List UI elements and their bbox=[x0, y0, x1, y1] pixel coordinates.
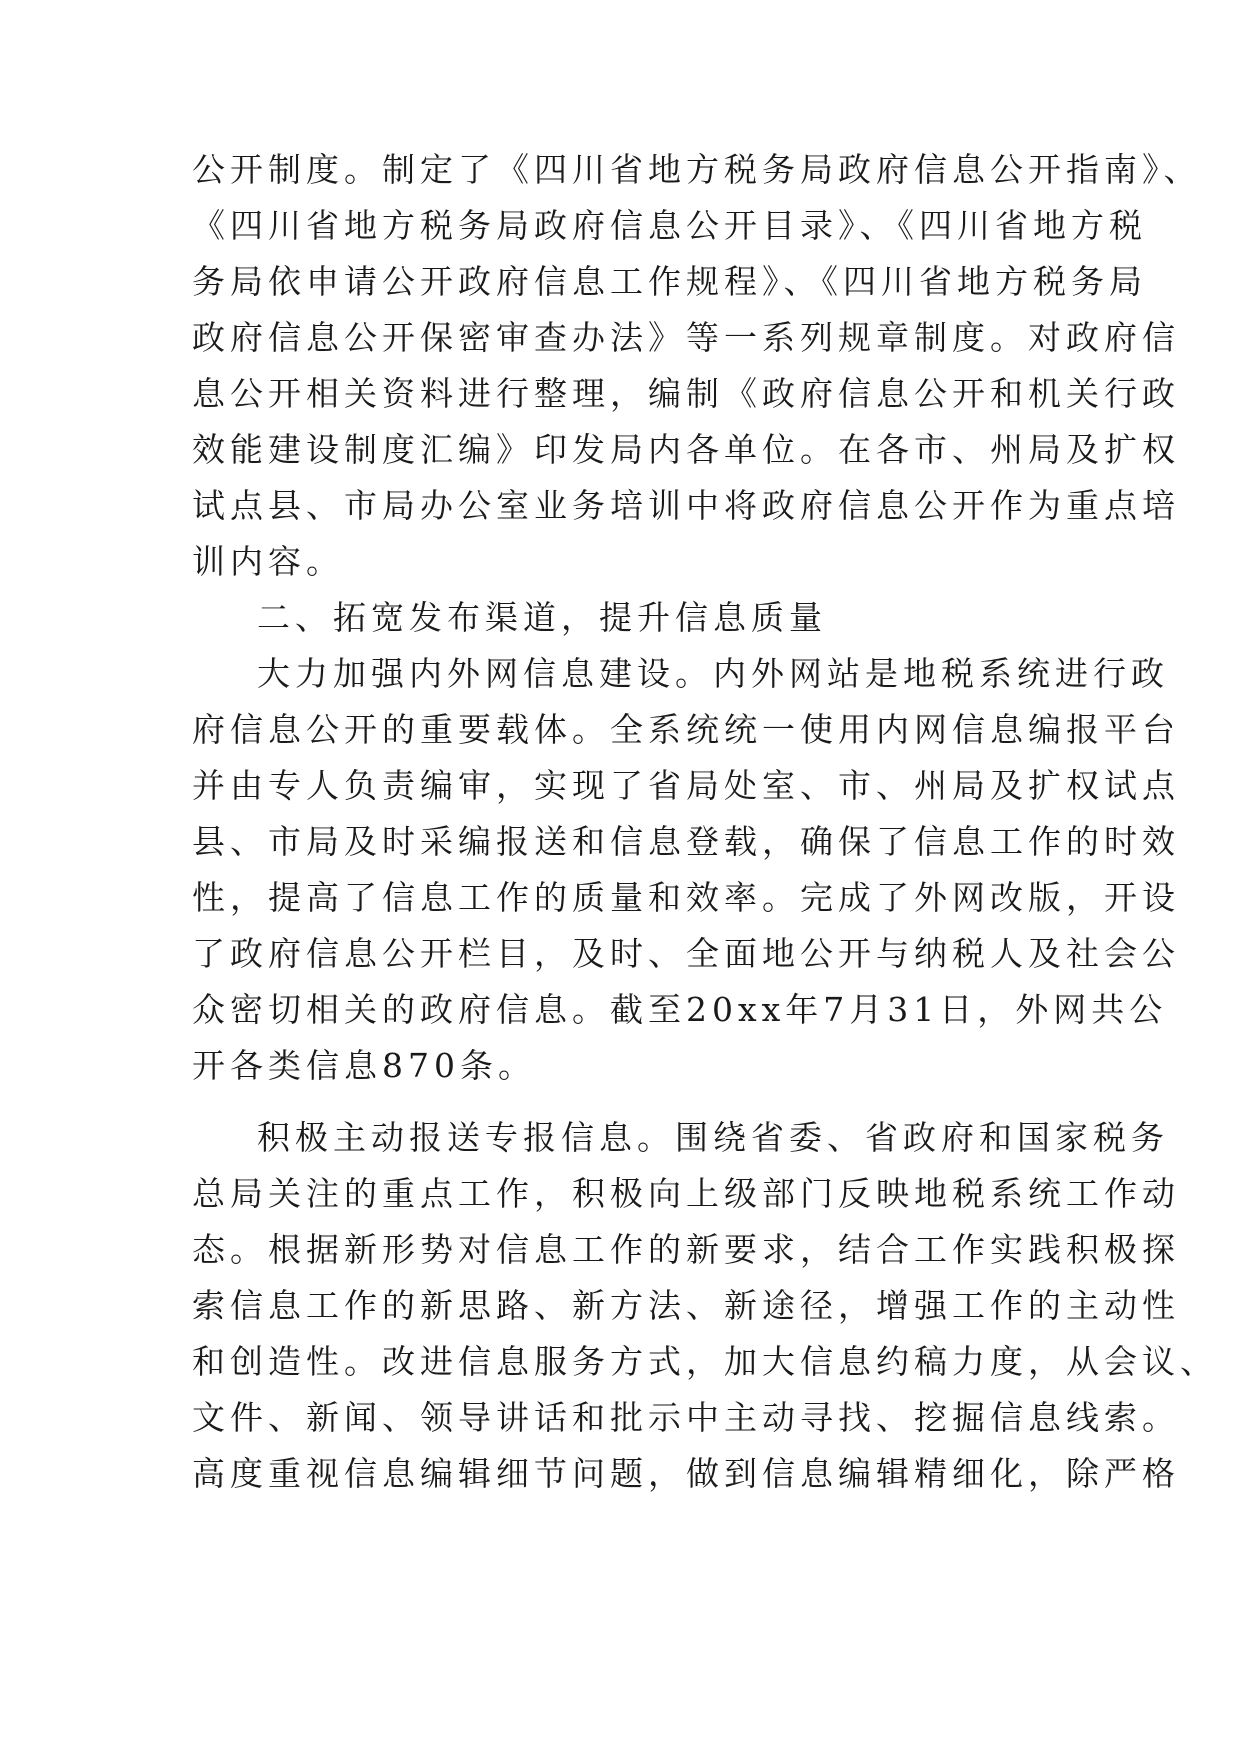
text-line: 《四川省地方税务局政府信息公开目录》、《四川省地方税 bbox=[192, 206, 1147, 245]
text-line: 高度重视信息编辑细节问题，做到信息编辑精细化，除严格 bbox=[192, 1454, 1180, 1493]
text-line: 政府信息公开保密审查办法》等一系列规章制度。对政府信 bbox=[192, 318, 1180, 357]
text-line: 文件、新闻、领导讲话和批示中主动寻找、挖掘信息线索。 bbox=[192, 1398, 1180, 1437]
text-line: 态。根据新形势对信息工作的新要求，结合工作实践积极探 bbox=[192, 1230, 1180, 1269]
text-line: 和创造性。改进信息服务方式，加大信息约稿力度，从会议、 bbox=[192, 1342, 1218, 1381]
text-line: 效能建设制度汇编》印发局内各单位。在各市、州局及扩权 bbox=[192, 430, 1180, 469]
text-line: 务局依申请公开政府信息工作规程》、《四川省地方税务局 bbox=[192, 262, 1147, 301]
text-line: 众密切相关的政府信息。截至20xx年7月31日，外网共公 bbox=[192, 990, 1168, 1029]
text-line: 开各类信息870条。 bbox=[192, 1046, 536, 1085]
text-line: 试点县、市局办公室业务培训中将政府信息公开作为重点培 bbox=[192, 486, 1180, 525]
paragraph-start-line: 积极主动报送专报信息。围绕省委、省政府和国家税务 bbox=[257, 1118, 1169, 1157]
text-line: 总局关注的重点工作，积极向上级部门反映地税系统工作动 bbox=[192, 1174, 1180, 1213]
text-line: 训内容。 bbox=[192, 542, 344, 581]
text-line: 并由专人负责编审，实现了省局处室、市、州局及扩权试点 bbox=[192, 766, 1180, 805]
text-line: 性，提高了信息工作的质量和效率。完成了外网改版，开设 bbox=[192, 878, 1180, 917]
section-heading: 二、拓宽发布渠道，提升信息质量 bbox=[257, 598, 827, 637]
text-line: 公开制度。制定了《四川省地方税务局政府信息公开指南》、 bbox=[192, 150, 1202, 189]
text-line: 了政府信息公开栏目，及时、全面地公开与纳税人及社会公 bbox=[192, 934, 1180, 973]
text-line: 索信息工作的新思路、新方法、新途径，增强工作的主动性 bbox=[192, 1286, 1180, 1325]
paragraph-start-line: 大力加强内外网信息建设。内外网站是地税系统进行政 bbox=[257, 654, 1169, 693]
text-line: 府信息公开的重要载体。全系统统一使用内网信息编报平台 bbox=[192, 710, 1180, 749]
text-line: 息公开相关资料进行整理，编制《政府信息公开和机关行政 bbox=[192, 374, 1180, 413]
text-line: 县、市局及时采编报送和信息登载，确保了信息工作的时效 bbox=[192, 822, 1180, 861]
